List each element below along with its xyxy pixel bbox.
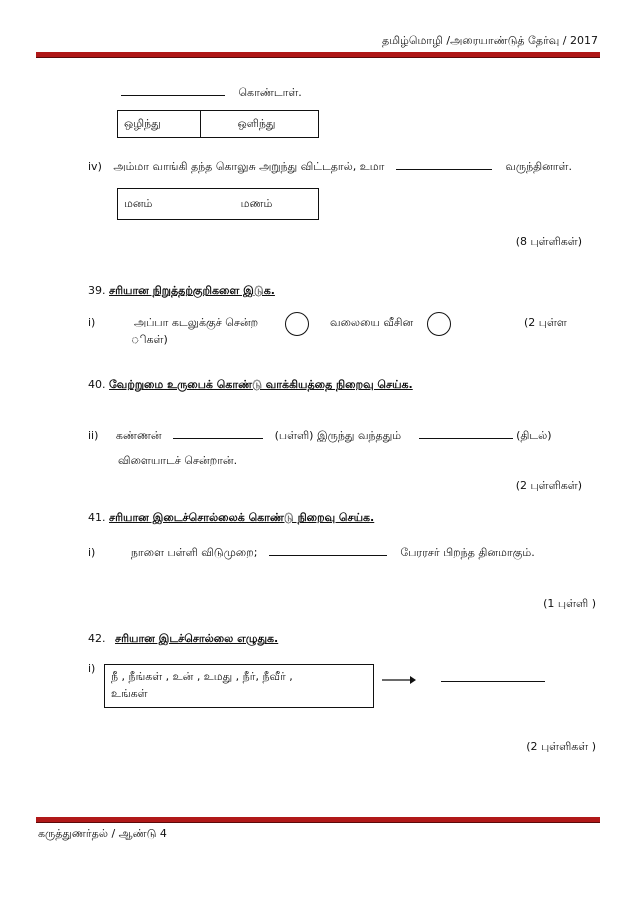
q38-iv-line xyxy=(88,160,572,175)
footer-divider xyxy=(36,817,600,823)
item-label: i) xyxy=(88,546,96,559)
q40-marks: (2 புள்ளிகள்) xyxy=(515,479,582,492)
answer-blank[interactable] xyxy=(419,437,513,439)
question-title: சரியான நிறுத்தற்குறிகளை இடுக. xyxy=(109,284,275,297)
word-list-line-2: உங்கள் xyxy=(111,687,148,700)
q42-word-box xyxy=(104,664,374,708)
option-cell-left xyxy=(118,111,201,137)
q42-i-label: i) xyxy=(88,662,96,675)
option-cell-left xyxy=(118,189,200,219)
question-title: சரியான இடைச்சொல்லைக் கொண்டு நிறைவு செய்க. xyxy=(109,511,375,524)
q38-line-tail: கொண்டாள். xyxy=(238,86,302,99)
q40-ii-hint2: (திடல்) xyxy=(516,429,552,442)
q41-i-line xyxy=(88,546,535,561)
q41-i-part1: நாளை பள்ளி விடுமுறை; xyxy=(130,546,258,559)
punctuation-answer-circle-2[interactable] xyxy=(427,312,451,336)
q39-marks-part1: (2 புள்ள xyxy=(524,316,567,329)
q38-iv-text: அம்மா வாங்கி தந்த கொலுசு அறுந்து விட்டதால், உமா xyxy=(113,160,385,173)
q41-i-tail: பேரரசர் பிறந்த தினமாகும். xyxy=(400,546,535,559)
question-title: வேற்றுமை உருபைக் கொண்டு வாக்கியத்தை நிறைவு செய்க. xyxy=(109,378,413,391)
q40-ii-part1: கண்ணன் xyxy=(115,429,162,442)
arrow-icon xyxy=(382,674,416,686)
q38-marks: (8 புள்ளிகள்) xyxy=(515,235,582,248)
q41-heading xyxy=(88,511,374,526)
option-word: ஒளிந்து xyxy=(237,116,276,130)
q38-iv-tail: வருந்தினாள். xyxy=(505,160,572,173)
page-header-title: தமிழ்மொழி /அரையாண்டுத் தேர்வு / 2017 xyxy=(382,34,598,47)
question-number: 41. xyxy=(88,511,106,524)
punctuation-answer-circle-1[interactable] xyxy=(285,312,309,336)
q40-ii-line2: விளையாடச் சென்றான். xyxy=(118,454,238,467)
q39-heading xyxy=(88,284,275,299)
question-number: 42. xyxy=(88,632,106,645)
answer-blank[interactable] xyxy=(269,554,387,556)
answer-blank[interactable] xyxy=(173,437,263,439)
option-cell-right xyxy=(195,189,318,219)
question-number: 39. xyxy=(88,284,106,297)
q39-i-part1: அப்பா கடலுக்குச் சென்ற xyxy=(134,316,259,329)
q42-marks: (2 புள்ளிகள் ) xyxy=(526,740,596,753)
option-word: ஒழிந்து xyxy=(124,116,161,130)
word-list-line-1: நீ , நீங்கள் , உன் , உமது , நீர், நீவீர் , xyxy=(111,670,293,683)
answer-blank[interactable] xyxy=(441,680,545,682)
q38-line xyxy=(121,86,302,101)
header-divider xyxy=(36,52,600,58)
item-label: iv) xyxy=(88,160,102,173)
answer-blank[interactable] xyxy=(121,94,225,96)
answer-blank[interactable] xyxy=(396,168,492,170)
option-cell-right xyxy=(195,111,318,137)
question-number: 40. xyxy=(88,378,106,391)
q41-marks: (1 புள்ளி ) xyxy=(543,597,596,610)
q39-i-part2: வலையை வீசின xyxy=(330,316,414,329)
q38-option-box-2 xyxy=(117,188,319,220)
page-footer-text: கருத்துணர்தல் / ஆண்டு 4 xyxy=(38,827,167,840)
q39-i-label: i) xyxy=(88,316,96,329)
q40-ii-hint1: (பள்ளி) இருந்து வந்ததும் xyxy=(274,429,402,442)
q40-heading xyxy=(88,378,413,393)
q38-option-box-1 xyxy=(117,110,319,138)
option-word: மனம் xyxy=(124,196,153,210)
q39-marks-part2: ிகள்) xyxy=(131,333,168,346)
option-word: மணம் xyxy=(240,196,273,210)
q42-heading xyxy=(88,632,278,647)
q40-ii-line xyxy=(88,429,552,444)
item-label: ii) xyxy=(88,429,99,442)
question-title: சரியான இடச்சொல்லை எழுதுக. xyxy=(115,632,279,645)
